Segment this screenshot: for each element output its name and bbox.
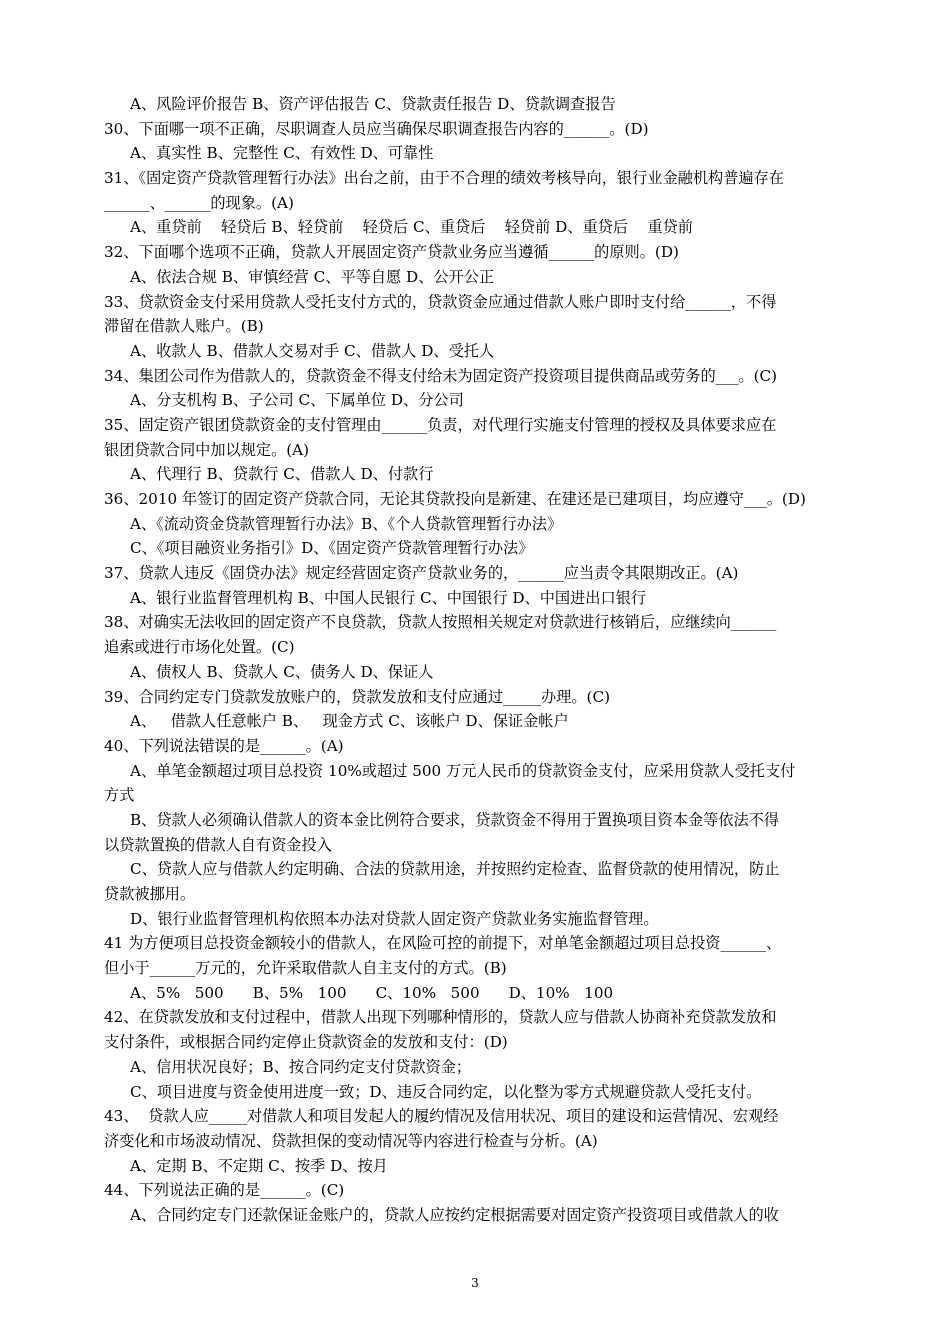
text-line: A、《流动资金贷款管理暂行办法》B、《个人贷款管理暂行办法》 [130, 514, 563, 533]
text-line: 34、集团公司作为借款人的，贷款资金不得支付给未为固定资产投资项目提供商品或劳务的___。(C) [104, 366, 778, 385]
text-line: C、项目进度与资金使用进度一致；D、违反合同约定，以化整为零方式规避贷款人受托支付。 [130, 1082, 762, 1101]
text-line: 43、 贷款人应_____对借款人和项目发起人的履约情况及信用状况、项目的建设和运营情况、宏观经 [104, 1107, 779, 1126]
text-line: A、银行业监督管理机构 B、中国人民银行 C、中国银行 D、中国进出口银行 [130, 588, 647, 607]
text-line: 以贷款置换的借款人自有资金投入 [104, 835, 332, 854]
text-line: 方式 [104, 786, 135, 805]
text-line: 但小于______万元的，允许采取借款人自主支付的方式。(B) [104, 959, 507, 978]
text-line: A、合同约定专门还款保证金账户的，贷款人应按约定根据需要对固定资产投资项目或借款人的收 [130, 1205, 779, 1224]
text-line: 31、《固定资产贷款管理暂行办法》出台之前，由于不合理的绩效考核导向，银行业金融机构普遍存在 [104, 169, 784, 188]
text-line: 追索或进行市场化处置。(C) [104, 638, 295, 657]
text-line: D、银行业监督管理机构依照本办法对贷款人固定资产贷款业务实施监督管理。 [130, 909, 659, 928]
text-line: 42、在贷款发放和支付过程中，借款人出现下列哪种情形的，贷款人应与借款人协商补充贷款发放和 [104, 1008, 777, 1027]
text-line: 33、贷款资金支付采用贷款人受托支付方式的，贷款资金应通过借款人账户即时支付给______，不得 [104, 292, 777, 311]
text-line: 37、贷款人违反《固贷办法》规定经营固定资产贷款业务的，______应当责令其限期改正。(A) [104, 564, 739, 583]
text-line: 银团贷款合同中加以规定。(A) [104, 440, 310, 459]
text-line: A、5% 500 B、5% 100 C、10% 500 D、10% 100 [130, 983, 614, 1002]
text-line: A、单笔金额超过项目总投资 10%或超过 500 万元人民币的贷款资金支付，应采用贷款人受托支付 [130, 761, 796, 780]
text-line: B、贷款人必须确认借款人的资本金比例符合要求，贷款资金不得用于置换项目资本金等依法不得 [130, 810, 780, 829]
text-line: 30、下面哪一项不正确，尽职调查人员应当确保尽职调查报告内容的______。(D) [104, 119, 649, 138]
text-line: A、依法合规 B、审慎经营 C、平等自愿 D、公开公正 [130, 267, 495, 286]
text-line: 32、下面哪个选项不正确，贷款人开展固定资产贷款业务应当遵循______的原则。(D) [104, 243, 679, 262]
text-line: 36、2010 年签订的固定资产贷款合同，无论其贷款投向是新建、在建还是已建项目，均应遵守___。(D) [104, 490, 806, 508]
text-line: 贷款被挪用。 [104, 885, 196, 903]
page-number: 3 [471, 1276, 479, 1290]
text-line: 38、对确实无法收回的固定资产不良贷款，贷款人按照相关规定对贷款进行核销后，应继续向______ [104, 613, 777, 632]
text-line: A、信用状况良好；B、按合同约定支付贷款资金； [130, 1057, 472, 1076]
text-line: 39、合同约定专门贷款发放账户的，贷款发放和支付应通过_____办理。(C) [104, 687, 611, 706]
text-line: 44、下列说法正确的是______。(C) [104, 1181, 345, 1200]
text-line: C、《项目融资业务指引》D、《固定资产贷款管理暂行办法》 [130, 539, 534, 558]
text-line: C、贷款人应与借款人约定明确、合法的贷款用途，并按照约定检查、监督贷款的使用情况，防止 [130, 860, 780, 879]
text-line: A、收款人 B、借款人交易对手 C、借款人 D、受托人 [130, 341, 495, 360]
text-line: A、真实性 B、完整性 C、有效性 D、可靠性 [130, 144, 434, 163]
text-line: 41 为方便项目总投资金额较小的借款人，在风险可控的前提下，对单笔金额超过项目总投资______、 [104, 934, 782, 953]
text-line: 济变化和市场波动情况、贷款担保的变动情况等内容进行检查与分析。(A) [104, 1131, 598, 1150]
text-line: A、重贷前 轻贷后 B、轻贷前 轻贷后 C、重贷后 轻贷前 D、重贷后 重贷前 [130, 218, 693, 237]
text-line: 35、固定资产银团贷款资金的支付管理由______负责，对代理行实施支付管理的授权及具体要求应在 [104, 415, 777, 434]
text-line: ______、______的现象。(A) [104, 193, 294, 212]
text-line: A、代理行 B、贷款行 C、借款人 D、付款行 [130, 465, 434, 484]
text-line: A、债权人 B、贷款人 C、债务人 D、保证人 [130, 662, 434, 681]
text-line: A、风险评价报告 B、资产评估报告 C、贷款责任报告 D、贷款调查报告 [130, 95, 616, 113]
text-line: A、分支机构 B、子公司 C、下属单位 D、分公司 [130, 391, 464, 410]
text-line: A、 借款人任意帐户 B、 现金方式 C、该帐户 D、保证金帐户 [130, 712, 569, 731]
text-line: 支付条件，或根据合同约定停止贷款资金的发放和支付：(D) [104, 1033, 508, 1052]
text-line: 滞留在借款人账户。(B) [104, 317, 264, 336]
text-line: 40、下列说法错误的是______。(A) [104, 736, 344, 755]
document-body [104, 92, 850, 1228]
text-line: A、定期 B、不定期 C、按季 D、按月 [130, 1156, 388, 1175]
